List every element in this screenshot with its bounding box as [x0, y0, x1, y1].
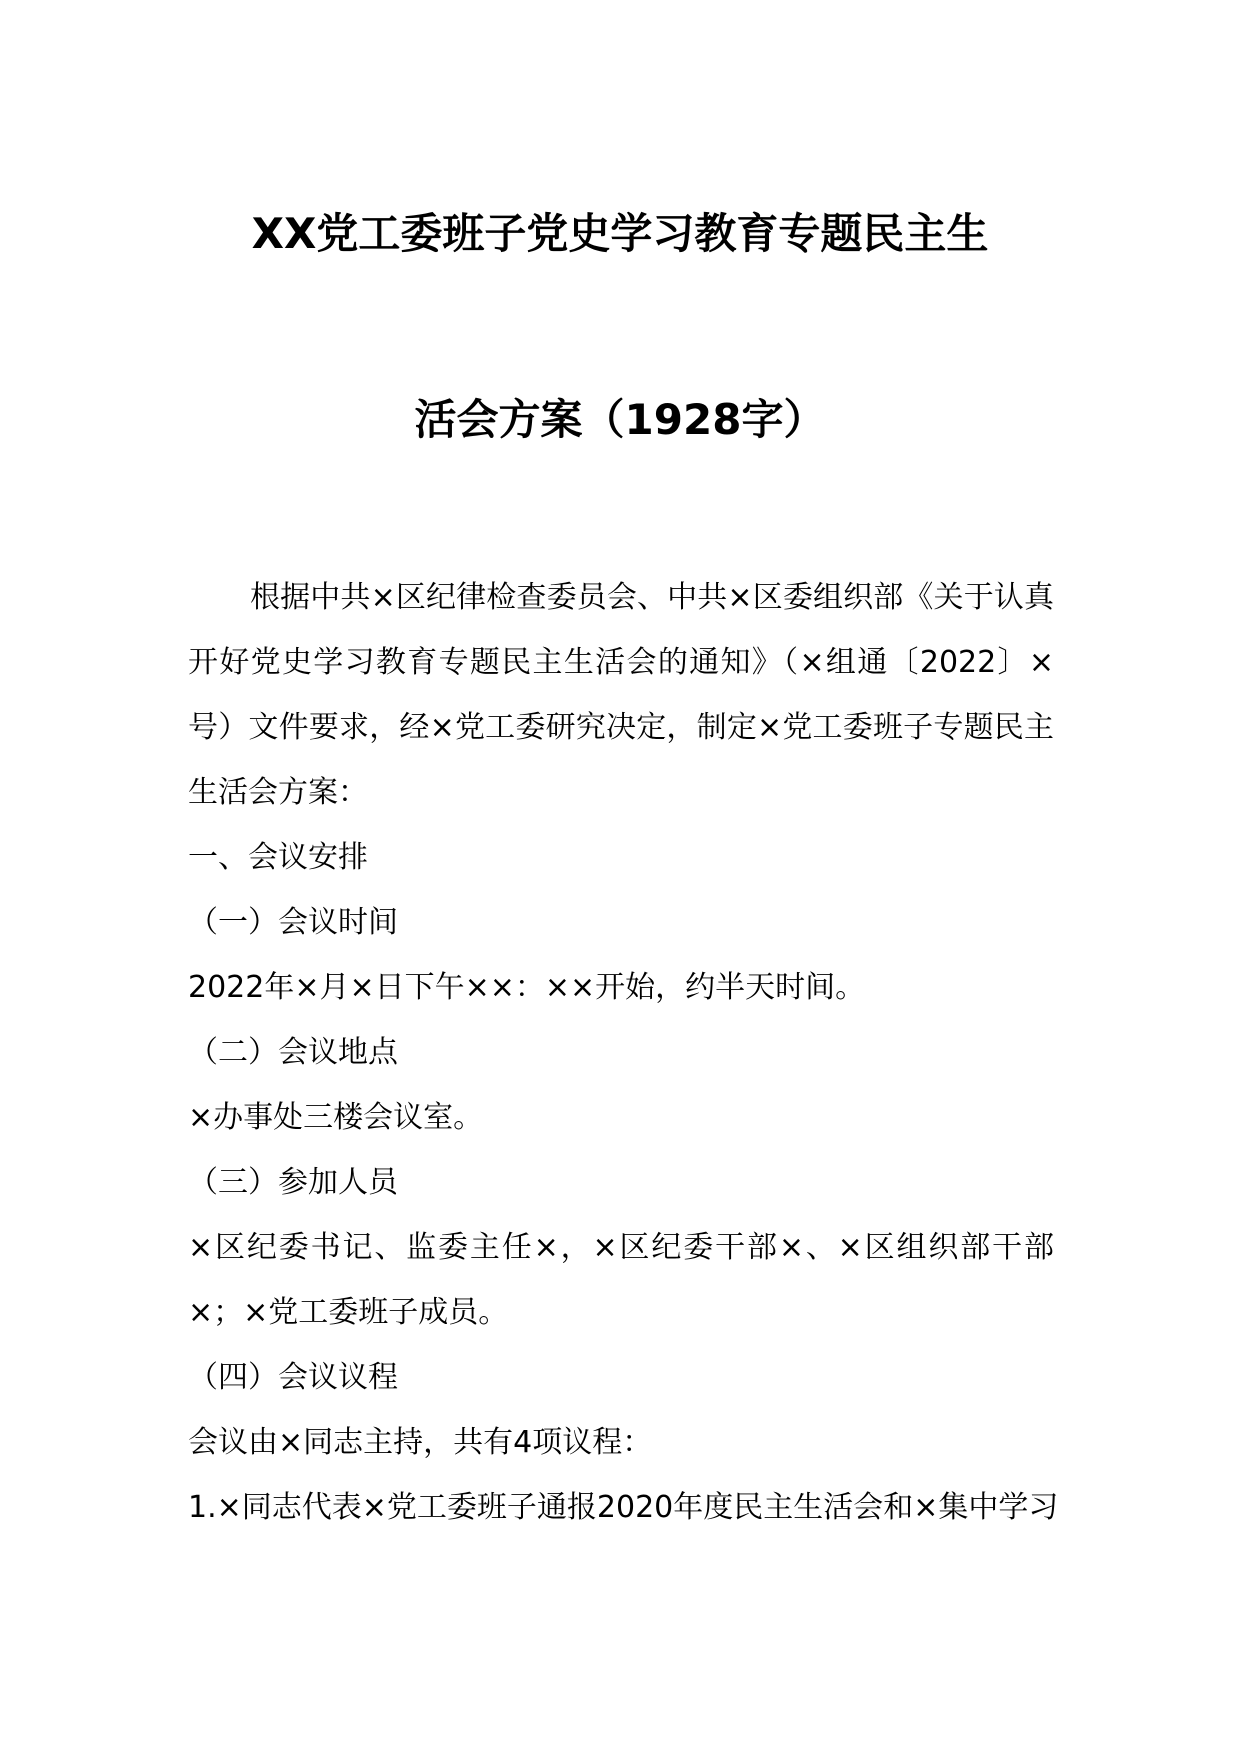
document-title-line-2: 活会方案（1928字） [414, 395, 826, 444]
subheading-meeting-time: （一）会议时间 [188, 905, 398, 940]
section-heading-meeting-arrangement: 一、会议安排 [188, 840, 368, 875]
subheading-agenda: （四）会议议程 [188, 1360, 398, 1395]
meeting-time-text: 2022年×月×日下午××：××开始，约半天时间。 [188, 970, 866, 1005]
meeting-place-text: ×办事处三楼会议室。 [188, 1100, 484, 1135]
intro-paragraph: 根据中共×区纪律检查委员会、中共×区委组织部《关于认真开好党史学习教育专题民主生活会的通知》（×组通〔2022〕×号）文件要求，经×党工委研究决定，制定×党工委班子专题民主生活会方案： [188, 580, 1054, 810]
document-body [188, 565, 1059, 1540]
subheading-meeting-place: （二）会议地点 [188, 1035, 398, 1070]
attendees-text: ×区纪委书记、监委主任×，×区纪委干部×、×区组织部干部×；×党工委班子成员。 [188, 1230, 1054, 1330]
agenda-item-1: 1.×同志代表×党工委班子通报2020年度民主生活会和×集中学习 [188, 1490, 1059, 1525]
document-title-line-1: XX党工委班子党史学习教育专题民主生 [251, 209, 989, 258]
agenda-intro-text: 会议由×同志主持，共有4项议程： [188, 1425, 653, 1460]
subheading-attendees: （三）参加人员 [188, 1165, 398, 1200]
